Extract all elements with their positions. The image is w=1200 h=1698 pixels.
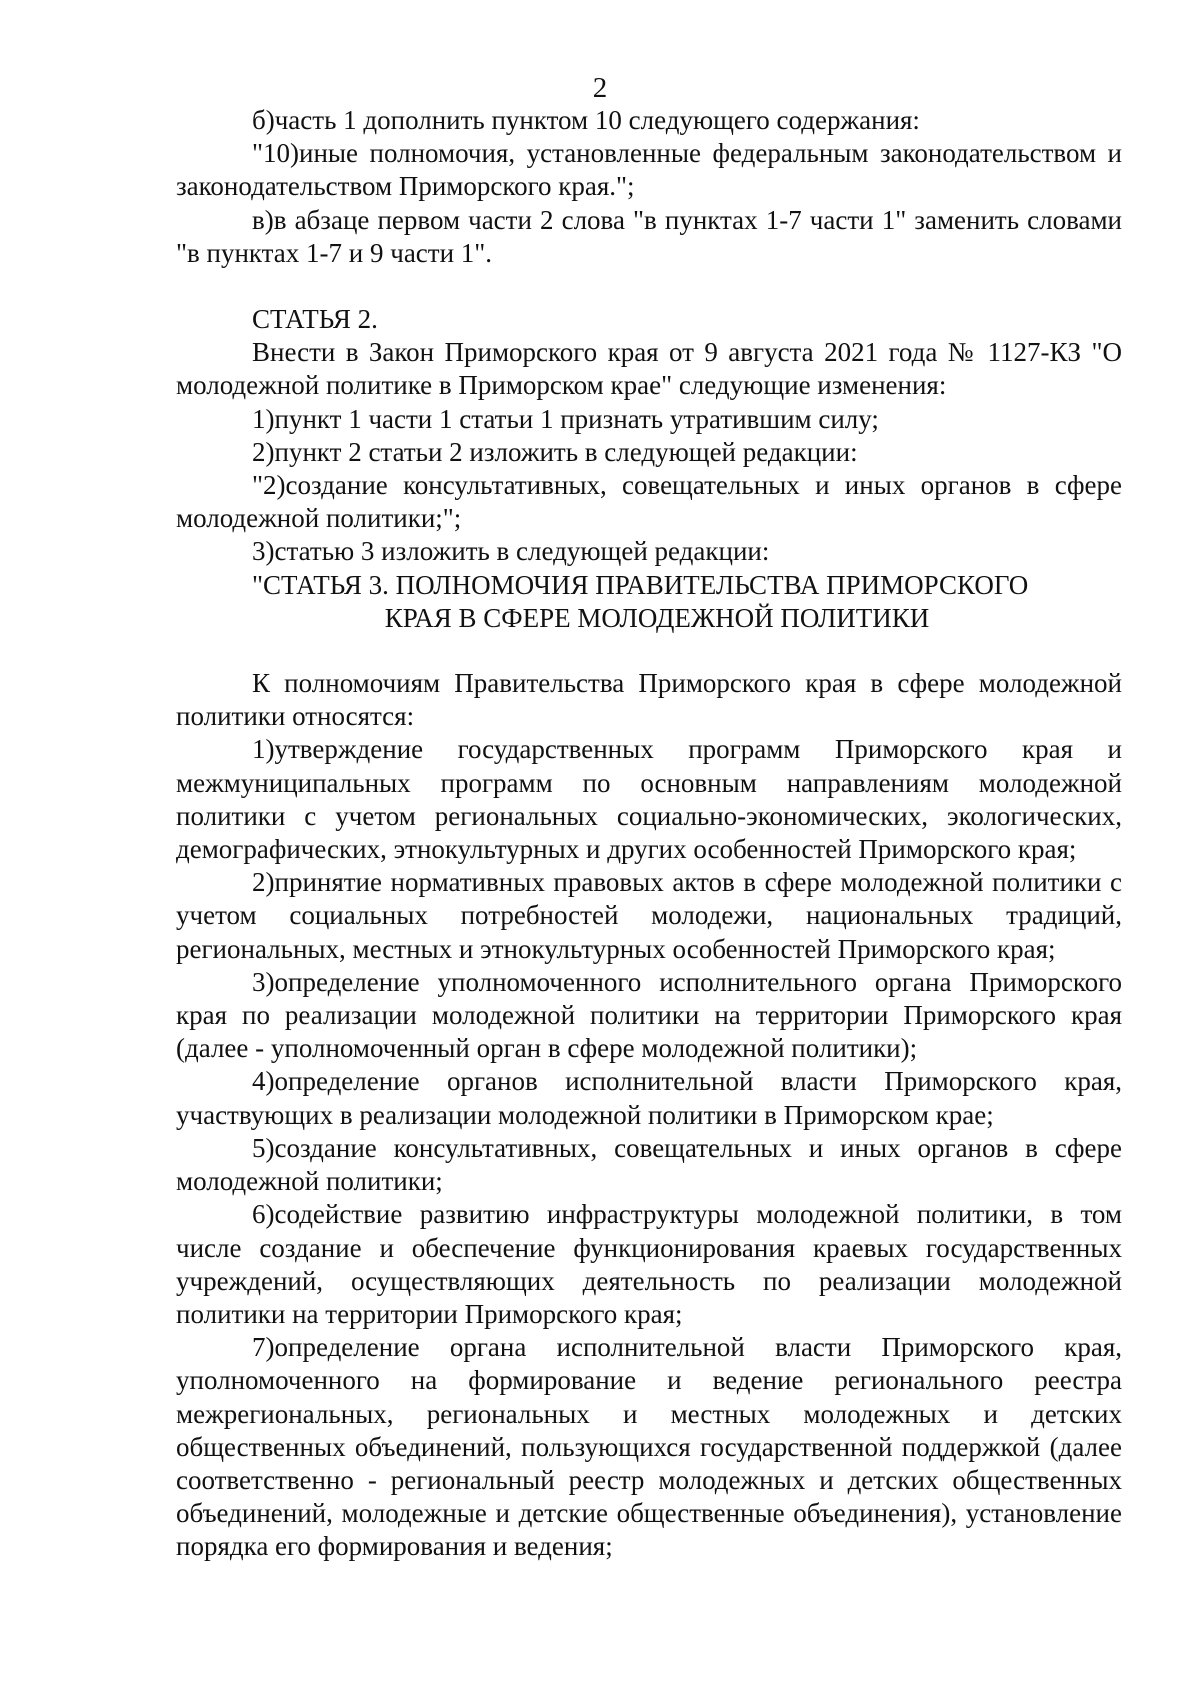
article-2-item-1: 1)пункт 1 части 1 статьи 1 признать утратившим силу; — [252, 403, 879, 434]
page-number: 2 — [592, 72, 608, 104]
document-body — [176, 104, 1122, 1564]
article-3-item-6: 6)содействие развитию инфраструктуры молодежной политики, в том числе создание и обеспечение функционирования краевых государственных учреждений, осуществляющих деятельность по реализации молодежной политики на территории Приморского края; — [176, 1199, 1122, 1329]
article-3-title-line2: КРАЯ В СФЕРЕ МОЛОДЕЖНОЙ ПОЛИТИКИ — [384, 602, 930, 633]
article-2-item-2-text: "2)создание консультативных, совещательных и иных органов в сфере молодежной политики;"; — [176, 470, 1122, 534]
article-3-intro: К полномочиям Правительства Приморского края в сфере молодежной политики относятся: — [176, 668, 1122, 732]
article-3-item-2: 2)принятие нормативных правовых актов в сфере молодежной политики с учетом социальных потребностей молодежи, национальных традиций, региональных, местных и этнокультурных особенностей Приморского края; — [176, 867, 1122, 964]
article-3-title — [176, 569, 1122, 635]
article-3-item-4: 4)определение органов исполнительной власти Приморского края, участвующих в реализации молодежной политики в Приморском крае; — [176, 1066, 1122, 1130]
article-3-title-line1: "СТАТЬЯ 3. ПОЛНОМОЧИЯ ПРАВИТЕЛЬСТВА ПРИМОРСКОГО — [252, 569, 1029, 600]
article-3-item-3: 3)определение уполномоченного исполнительного органа Приморского края по реализации молодежной политики на территории Приморского края (далее - уполномоченный орган в сфере молодежной политики); — [176, 966, 1122, 1064]
article-2-intro: Внести в Закон Приморского края от 9 августа 2021 года № 1127-КЗ "О молодежной политике в Приморском крае" следующие изменения: — [176, 337, 1122, 401]
article-2-item-2: 2)пункт 2 статьи 2 изложить в следующей редакции: — [252, 436, 858, 467]
article-3-item-7: 7)определение органа исполнительной власти Приморского края, уполномоченного на формирование и ведение регионального реестра межрегиональных, региональных и местных молодежных и детских общественных объединений, пользующихся государственной поддержкой (далее соответственно - региональный реестр молодежных и детских общественных объединений, молодежные и детские общественные объединения), установление порядка его формирования и ведения; — [176, 1332, 1122, 1562]
article-3-item-5: 5)создание консультативных, совещательных и иных органов в сфере молодежной политики; — [176, 1132, 1122, 1197]
spacer — [176, 270, 1122, 303]
article-2-heading: СТАТЬЯ 2. — [252, 304, 378, 335]
paragraph-item-10: "10)иные полномочия, установленные федеральным законодательством и законодательством Приморского края."; — [176, 138, 1122, 202]
article-3-item-1: 1)утверждение государственных программ Приморского края и межмуниципальных программ по основным направлениям молодежной политики с учетом региональных социально-экономических, экологических, демографических, этнокультурных и других особенностей Приморского края; — [176, 734, 1122, 865]
spacer — [176, 635, 1122, 667]
article-2-item-3: 3)статью 3 изложить в следующей редакции: — [252, 536, 770, 567]
paragraph-amend-b: б)часть 1 дополнить пунктом 10 следующего содержания: — [252, 105, 920, 135]
paragraph-amend-v: в)в абзаце первом части 2 слова "в пунктах 1-7 части 1" заменить словами "в пунктах 1-7 и 9 части 1". — [176, 204, 1122, 268]
